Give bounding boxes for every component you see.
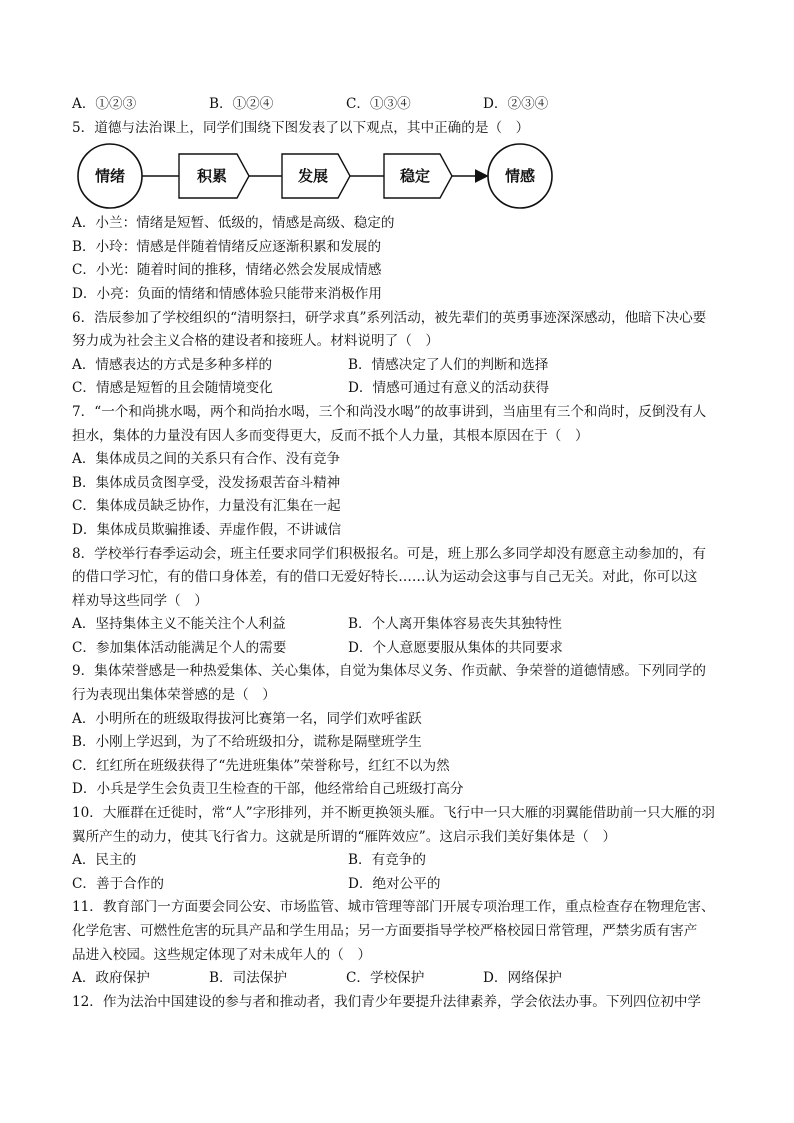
q11-option-d: D．网络保护 — [483, 970, 562, 987]
q9-option-b: B．小刚上学迟到，为了不给班级扣分，谎称是隔壁班学生 — [72, 734, 422, 751]
q4-option-a: A．①②③ — [72, 96, 137, 112]
q6-options-row2 — [72, 377, 732, 401]
node-label-3: 稳定 — [399, 167, 431, 186]
q11-stem-line3: 品进入校园。这些规定体现了对未成年人的（ ） — [72, 946, 372, 963]
q9-option-d: D．小兵是学生会负责卫生检查的干部，他经常给自己班级打高分 — [72, 781, 464, 798]
q7-option-b: B．集体成员贪图享受，没发扬艰苦奋斗精神 — [72, 474, 341, 491]
q8-stem-line2: 的借口学习忙，有的借口身体差，有的借口无爱好特长……认为运动会这事与自己无关。对此，你可以这 — [72, 569, 698, 586]
q4-option-b: B．①②④ — [209, 96, 274, 112]
q5-option-d: D．小亮：负面的情绪和情感体验只能带来消极作用 — [72, 285, 382, 302]
q9-stem-line1: 9．集体荣誉感是一种热爱集体、关心集体，自觉为集体尽义务、作贡献、争荣誉的道德情感。下列同学的 — [72, 663, 706, 680]
q7-stem-line2: 担水，集体的力量没有因人多而变得更大，反而不抵个人力量，其根本原因在于（ ） — [72, 427, 589, 444]
node-label-1: 积累 — [196, 167, 228, 186]
q6-option-b: B．情感决定了人们的判断和选择 — [348, 356, 549, 373]
node-label-2: 发展 — [297, 167, 329, 186]
q10-option-b: B．有竞争的 — [348, 852, 426, 869]
q8-stem-line3: 样劝导这些同学（ ） — [72, 592, 208, 609]
q7-option-c: C．集体成员缺乏协作，力量没有汇集在一起 — [72, 498, 341, 515]
q9-option-c: C．红红所在班级获得了“先进班集体”荣誉称号，红红不以为然 — [72, 757, 450, 774]
q7-option-a: A．集体成员之间的关系只有合作、没有竞争 — [72, 451, 341, 468]
q10-stem-line1: 10．大雁群在迁徙时，常“人”字形排列，并不断更换领头雁。飞行中一只大雁的羽翼能借助前一只大雁的羽 — [72, 805, 715, 822]
q6-option-a: A．情感表达的方式是多种多样的 — [72, 356, 273, 373]
q11-stem-line2: 化学危害、可燃性危害的玩具产品和学生用品；另一方面要指导学校严格校园日常管理，严禁劣质有害产 — [72, 923, 698, 939]
q10-options-row2 — [72, 873, 732, 897]
q5-option-a: A．小兰：情绪是短暂、低级的，情感是高级、稳定的 — [72, 215, 395, 232]
q8-stem-line1: 8．学校举行春季运动会，班主任要求同学们积极报名。可是，班上那么多同学却没有愿意主动参加的，有 — [72, 545, 706, 562]
q5-diagram — [72, 142, 732, 210]
q6-option-c: C．情感是短暂的且会随情境变化 — [72, 380, 273, 397]
q11-option-c: C．学校保护 — [346, 970, 425, 987]
q9-stem-line2: 行为表现出集体荣誉感的是（ ） — [72, 687, 276, 704]
q4-options — [72, 93, 732, 117]
exam-page — [72, 93, 732, 1014]
q8-option-a: A．坚持集体主义不能关注个人利益 — [72, 616, 286, 633]
q9-option-a: A．小明所在的班级取得拔河比赛第一名，同学们欢呼雀跃 — [72, 710, 422, 727]
q11-options — [72, 967, 732, 991]
q8-options-row1 — [72, 613, 732, 637]
q8-options-row2 — [72, 637, 732, 661]
q8-option-b: B．个人离开集体容易丧失其独特性 — [348, 616, 562, 633]
q10-options-row1 — [72, 849, 732, 873]
q7-option-d: D．集体成员欺骗推诿、弄虚作假，不讲诚信 — [72, 521, 342, 538]
q12-stem-line1: 12．作为法治中国建设的参与者和推动者，我们青少年要提升法律素养，学会依法办事。下列四位初中学 — [72, 993, 702, 1010]
q8-option-c: C．参加集体活动能满足个人的需要 — [72, 639, 287, 656]
q7-stem-line1: 7．“一个和尚挑水喝，两个和尚抬水喝，三个和尚没水喝”的故事讲到，当庙里有三个和尚时，反倒没有人 — [72, 403, 707, 420]
q4-option-c: C．①③④ — [346, 96, 411, 112]
q11-option-a: A．政府保护 — [72, 970, 150, 987]
q11-option-b: B．司法保护 — [209, 970, 287, 987]
q6-options-row1 — [72, 354, 732, 378]
node-label-4: 情感 — [504, 167, 536, 186]
q6-option-d: D．情感可通过有意义的活动获得 — [348, 380, 550, 397]
q10-option-c: C．善于合作的 — [72, 875, 164, 892]
q10-stem-line2: 翼所产生的动力，使其飞行省力。这就是所谓的“雁阵效应”。这启示我们美好集体是（ ） — [72, 828, 617, 845]
q6-stem-line2: 努力成为社会主义合格的建设者和接班人。材料说明了（ ） — [72, 333, 440, 350]
q8-option-d: D．个人意愿要服从集体的共同要求 — [348, 639, 563, 656]
q10-option-a: A．民主的 — [72, 852, 137, 869]
q5-option-c: C．小光：随着时间的推移，情绪必然会发展成情感 — [72, 262, 382, 279]
q11-stem-line1: 11．教育部门一方面要会同公安、市场监管、城市管理等部门开展专项治理工作，重点检查存在物理危害、 — [72, 899, 715, 916]
q5-option-b: B．小玲：情感是伴随着情绪反应逐渐积累和发展的 — [72, 238, 382, 255]
q5-stem: 5．道德与法治课上，同学们围绕下图发表了以下观点，其中正确的是（ ） — [72, 119, 530, 136]
q4-option-d: D．②③④ — [483, 96, 549, 112]
q6-stem-line1: 6．浩辰参加了学校组织的“清明祭扫，研学求真”系列活动，被先辈们的英勇事迹深深感动，他暗下决心要 — [72, 309, 707, 326]
q10-option-d: D．绝对公平的 — [348, 875, 441, 892]
emotion-flow-diagram — [72, 142, 732, 210]
node-label-0: 情绪 — [94, 167, 126, 186]
